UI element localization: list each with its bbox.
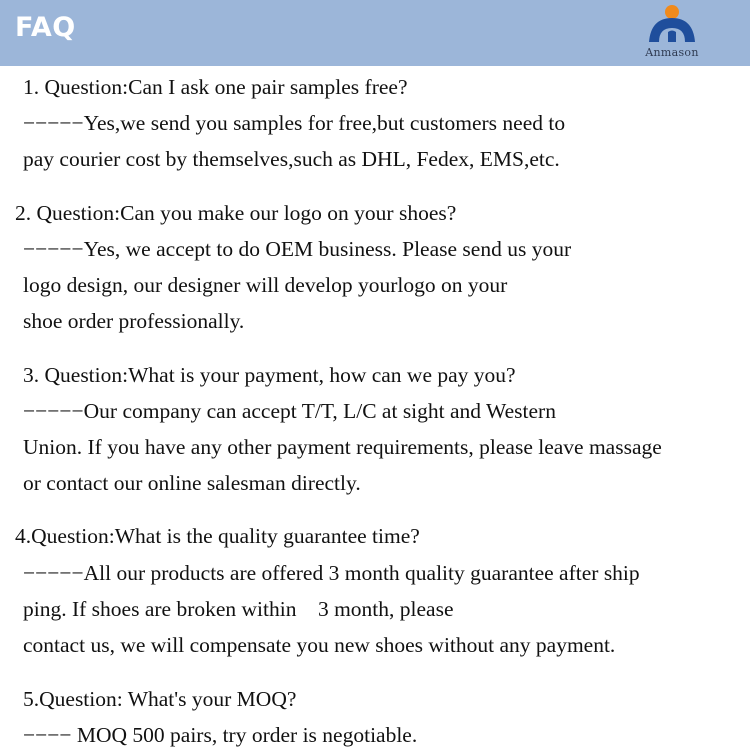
faq-1-answer-line-1: −−−−−Yes,we send you samples for free,but customers need to	[23, 111, 566, 135]
faq-5-answer-line-1: −−−− MOQ 500 pairs, try order is negotiable.	[23, 723, 418, 747]
logo-text: Anmason	[645, 46, 699, 59]
faq-2-answer-line-3: shoe order professionally.	[23, 309, 245, 333]
faq-4-answer-line-1: −−−−−All our products are offered 3 month quality guarantee after ship	[23, 561, 640, 585]
faq-2-answer-line-2: logo design, our designer will develop yourlogo on your	[23, 273, 508, 297]
faq-4-answer-line-2: ping. If shoes are broken within 3 month, please	[23, 597, 454, 621]
page-title: FAQ	[15, 12, 76, 43]
faq-5-question: 5.Question: What's your MOQ?	[23, 687, 297, 711]
brand-logo	[636, 4, 708, 62]
faq-4-answer-line-3: contact us, we will compensate you new shoes without any payment.	[23, 633, 616, 657]
faq-2-answer-line-1: −−−−−Yes, we accept to do OEM business. Please send us your	[23, 237, 572, 261]
header-bar	[0, 0, 750, 66]
faq-3-question: 3. Question:What is your payment, how can we pay you?	[23, 363, 516, 387]
faq-3-answer-line-3: or contact our online salesman directly.	[23, 471, 361, 495]
faq-1-answer-line-2: pay courier cost by themselves,such as DHL, Fedex, EMS,etc.	[23, 147, 560, 171]
faq-3-answer-line-1: −−−−−Our company can accept T/T, L/C at sight and Western	[23, 399, 556, 423]
faq-1-question: 1. Question:Can I ask one pair samples free?	[23, 75, 408, 99]
faq-2-question: 2. Question:Can you make our logo on your shoes?	[15, 201, 457, 225]
faq-4-question: 4.Question:What is the quality guarantee time?	[15, 524, 420, 548]
faq-3-answer-line-2: Union. If you have any other payment requirements, please leave massage	[23, 435, 662, 459]
logo-emblem-icon	[647, 4, 697, 46]
